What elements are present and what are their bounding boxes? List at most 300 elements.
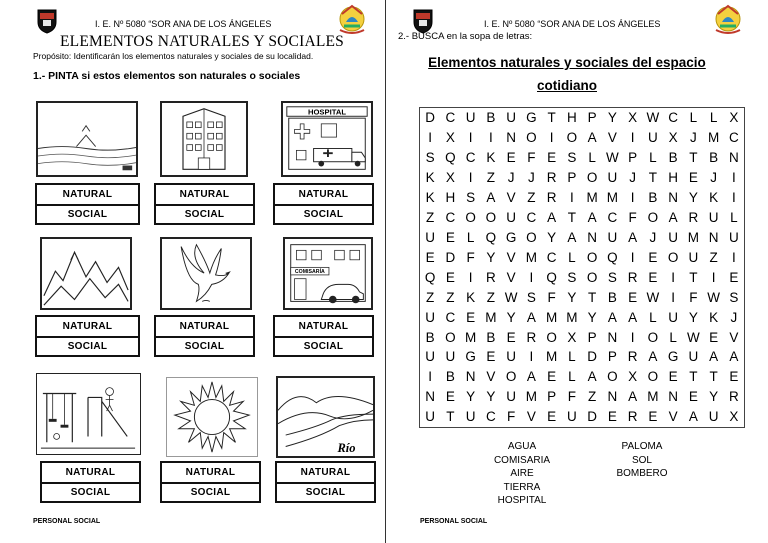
grid-letter[interactable]: E xyxy=(445,269,455,285)
hospital-sign: HOSPITAL xyxy=(307,107,347,117)
grid-letter[interactable]: Y xyxy=(567,289,577,305)
grid-letter[interactable]: M xyxy=(525,389,537,405)
grid-letter[interactable]: C xyxy=(668,110,678,126)
grid-letter[interactable]: M xyxy=(586,189,598,205)
grid-letter[interactable]: U xyxy=(425,409,435,425)
grid-letter[interactable]: X xyxy=(445,170,455,186)
grid-letter[interactable]: V xyxy=(729,329,739,345)
grid-letter[interactable]: N xyxy=(465,369,476,385)
grid-letter[interactable]: B xyxy=(445,369,455,385)
grid-letter[interactable]: A xyxy=(587,209,597,225)
grid-letter[interactable]: R xyxy=(546,189,557,205)
grid-letter[interactable]: M xyxy=(485,309,497,325)
grid-letter[interactable]: R xyxy=(729,389,739,405)
grid-letter[interactable]: W xyxy=(646,289,660,305)
grid-letter[interactable]: C xyxy=(445,209,456,225)
grid-letter[interactable]: O xyxy=(526,130,537,146)
grid-letter[interactable]: C xyxy=(607,209,618,225)
grid-letter[interactable]: O xyxy=(546,329,557,345)
grid-letter[interactable]: U xyxy=(506,209,516,225)
grid-letter[interactable]: A xyxy=(607,309,617,325)
grid-letter[interactable]: Q xyxy=(424,269,436,285)
grid-letter[interactable]: M xyxy=(687,229,699,245)
grid-letter[interactable]: X xyxy=(729,409,739,425)
grid-letter[interactable]: V xyxy=(506,249,516,265)
instruction-1: 1.- PINTA si estos elementos son naturales o sociales xyxy=(33,70,301,82)
grid-letter[interactable]: O xyxy=(647,209,659,225)
grid-letter[interactable]: A xyxy=(729,349,739,365)
grid-letter[interactable]: P xyxy=(547,389,557,405)
grid-letter[interactable]: E xyxy=(648,269,658,285)
option-social[interactable]: SOCIAL xyxy=(37,336,138,355)
grid-letter[interactable]: Q xyxy=(485,229,497,245)
grid-row xyxy=(420,307,744,327)
grid-letter[interactable]: Y xyxy=(486,389,496,405)
grid-letter[interactable]: A xyxy=(628,389,638,405)
grid-letter[interactable]: V xyxy=(506,269,516,285)
grid-letter[interactable]: N xyxy=(425,389,435,405)
grid-letter[interactable]: F xyxy=(689,289,698,305)
grid-letter[interactable]: F xyxy=(628,209,637,225)
grid-letter[interactable]: A xyxy=(668,209,678,225)
word-list-col2 xyxy=(602,440,682,481)
grid-letter[interactable]: W xyxy=(687,329,700,345)
grid-letter[interactable]: C xyxy=(729,130,739,146)
grid-row xyxy=(420,268,744,288)
grid-letter[interactable]: C xyxy=(445,309,456,325)
answer-box-7 xyxy=(40,461,141,503)
grid-letter[interactable]: L xyxy=(568,369,576,385)
grid-letter[interactable]: I xyxy=(731,249,736,265)
grid-letter[interactable]: U xyxy=(425,229,435,245)
grid-letter[interactable]: W xyxy=(646,110,660,126)
grid-row xyxy=(420,387,744,407)
grid-letter[interactable]: I xyxy=(671,289,675,305)
grid-letter[interactable]: E xyxy=(729,369,739,385)
grid-letter[interactable]: K xyxy=(425,189,435,205)
grid-letter[interactable]: E xyxy=(628,289,638,305)
grid-letter[interactable]: U xyxy=(506,110,516,126)
grid-letter[interactable]: T xyxy=(689,269,698,285)
grid-letter[interactable]: L xyxy=(709,110,718,126)
grid-letter[interactable]: E xyxy=(466,309,476,325)
grid-letter[interactable]: J xyxy=(710,170,717,186)
grid-letter[interactable]: U xyxy=(688,249,699,265)
grid-letter[interactable]: U xyxy=(445,349,456,365)
word-item: COMISARIA xyxy=(493,454,551,466)
grid-letter[interactable]: U xyxy=(506,389,516,405)
grid-letter[interactable]: P xyxy=(567,170,577,186)
grid-letter[interactable]: U xyxy=(465,110,476,126)
grid-letter[interactable]: Y xyxy=(688,309,698,325)
grid-letter[interactable]: L xyxy=(730,209,738,225)
grid-letter[interactable]: L xyxy=(689,110,698,126)
grid-letter[interactable]: Y xyxy=(486,249,496,265)
grid-letter[interactable]: Q xyxy=(607,249,618,265)
grid-letter[interactable]: U xyxy=(688,349,699,365)
grid-letter[interactable]: K xyxy=(709,309,719,325)
grid-letter[interactable]: T xyxy=(547,110,556,126)
grid-letter[interactable]: U xyxy=(425,309,435,325)
grid-letter[interactable]: Y xyxy=(607,110,617,126)
grid-letter[interactable]: J xyxy=(730,309,738,325)
grid-letter[interactable]: N xyxy=(506,130,516,146)
grid-letter[interactable]: E xyxy=(688,389,698,405)
grid-letter[interactable]: A xyxy=(486,189,496,205)
grid-letter[interactable]: V xyxy=(526,409,536,425)
wordsearch-title-line2: cotidiano xyxy=(537,78,597,93)
image-building xyxy=(160,101,248,177)
grid-letter[interactable]: Q xyxy=(546,269,557,285)
grid-letter[interactable]: R xyxy=(627,409,638,425)
grid-letter[interactable]: C xyxy=(546,249,557,265)
grid-letter[interactable]: B xyxy=(486,329,496,345)
grid-letter[interactable]: U xyxy=(465,409,476,425)
option-social[interactable]: SOCIAL xyxy=(275,336,372,355)
grid-letter[interactable]: E xyxy=(445,389,455,405)
grid-letter[interactable]: I xyxy=(468,130,473,146)
grid-letter[interactable]: F xyxy=(507,409,516,425)
grid-letter[interactable]: J xyxy=(629,170,636,186)
grid-letter[interactable]: Y xyxy=(466,389,476,405)
grid-letter[interactable]: U xyxy=(648,130,658,146)
grid-letter[interactable]: J xyxy=(690,130,697,146)
grid-letter[interactable]: N xyxy=(607,389,618,405)
grid-letter[interactable]: S xyxy=(567,150,577,166)
grid-letter[interactable]: X xyxy=(567,329,577,345)
grid-letter[interactable]: P xyxy=(587,329,597,345)
grid-letter[interactable]: D xyxy=(587,409,597,425)
grid-letter[interactable]: S xyxy=(607,269,617,285)
grid-letter[interactable]: T xyxy=(648,170,657,186)
grid-letter[interactable]: E xyxy=(547,369,557,385)
grid-letter[interactable]: N xyxy=(668,189,678,205)
grid-letter[interactable]: W xyxy=(707,289,720,305)
grid-letter[interactable]: Z xyxy=(709,249,718,265)
grid-letter[interactable]: Q xyxy=(445,150,456,166)
grid-letter[interactable]: Z xyxy=(588,389,597,405)
grid-row xyxy=(420,407,744,427)
grid-letter[interactable]: I xyxy=(428,369,432,385)
grid-letter[interactable]: H xyxy=(668,170,678,186)
grid-letter[interactable]: M xyxy=(546,349,558,365)
grid-letter[interactable]: E xyxy=(547,409,557,425)
grid-letter[interactable]: S xyxy=(526,289,536,305)
grid-letter[interactable]: I xyxy=(630,189,635,205)
grid-letter[interactable]: I xyxy=(630,130,635,146)
grid-letter[interactable]: P xyxy=(628,150,638,166)
grid-letter[interactable]: B xyxy=(668,150,678,166)
grid-letter[interactable]: O xyxy=(586,249,598,265)
grid-letter[interactable]: C xyxy=(526,209,537,225)
grid-row xyxy=(420,327,744,347)
grid-letter[interactable]: M xyxy=(606,189,618,205)
grid-letter[interactable]: W xyxy=(504,289,518,305)
grid-letter[interactable]: V xyxy=(607,130,617,146)
grid-letter[interactable]: E xyxy=(709,329,719,345)
grid-letter[interactable]: K xyxy=(466,289,476,305)
grid-letter[interactable]: R xyxy=(688,209,699,225)
grid-letter[interactable]: A xyxy=(526,309,536,325)
option-social[interactable]: SOCIAL xyxy=(162,482,259,501)
grid-letter[interactable]: U xyxy=(668,309,678,325)
grid-letter[interactable]: I xyxy=(731,189,736,205)
grid-letter[interactable]: E xyxy=(486,349,496,365)
grid-letter[interactable]: P xyxy=(587,110,597,126)
grid-row xyxy=(420,347,744,367)
grid-letter[interactable]: S xyxy=(466,189,476,205)
option-natural[interactable]: NATURAL xyxy=(298,189,349,200)
grid-letter[interactable]: R xyxy=(546,170,557,186)
grid-letter[interactable]: O xyxy=(607,369,618,385)
grid-letter[interactable]: V xyxy=(506,189,516,205)
grid-letter[interactable]: E xyxy=(668,369,678,385)
option-social[interactable]: SOCIAL xyxy=(275,204,372,223)
grid-letter[interactable]: O xyxy=(465,209,476,225)
grid-letter[interactable]: F xyxy=(466,249,475,265)
grid-letter[interactable]: I xyxy=(529,269,534,285)
grid-letter[interactable]: E xyxy=(688,170,698,186)
grid-letter[interactable]: N xyxy=(668,389,678,405)
grid-letter[interactable]: O xyxy=(485,209,497,225)
grid-letter[interactable]: X xyxy=(729,110,739,126)
grid-letter[interactable]: H xyxy=(445,189,456,205)
grid-letter[interactable]: I xyxy=(569,189,574,205)
school-name-right: I. E. Nº 5080 “SOR ANA DE LOS ÁNGELES xyxy=(484,19,661,29)
grid-letter[interactable]: E xyxy=(445,229,455,245)
grid-letter[interactable]: F xyxy=(547,289,556,305)
image-mountains xyxy=(40,237,132,310)
option-social[interactable]: SOCIAL xyxy=(42,482,139,501)
grid-letter[interactable]: U xyxy=(708,409,719,425)
grid-letter[interactable]: T xyxy=(446,409,455,425)
answer-box-5 xyxy=(154,315,255,357)
grid-letter[interactable]: T xyxy=(588,289,597,305)
grid-letter[interactable]: Y xyxy=(709,389,719,405)
grid-letter[interactable]: I xyxy=(468,269,473,285)
grid-letter[interactable]: M xyxy=(708,130,720,146)
grid-letter[interactable]: L xyxy=(568,349,576,365)
comisaria-sign: COMISARÍA xyxy=(294,269,325,276)
grid-letter[interactable]: M xyxy=(546,309,558,325)
grid-letter[interactable]: O xyxy=(586,269,598,285)
grid-letter[interactable]: J xyxy=(528,170,535,186)
grid-letter[interactable]: Z xyxy=(486,289,495,305)
grid-letter[interactable]: T xyxy=(709,369,718,385)
grid-letter[interactable]: I xyxy=(428,130,432,146)
grid-letter[interactable]: G xyxy=(505,229,517,245)
option-natural[interactable]: NATURAL xyxy=(65,467,116,478)
grid-letter[interactable]: S xyxy=(425,150,435,166)
grid-letter[interactable]: A xyxy=(526,369,536,385)
grid-letter[interactable]: X xyxy=(668,130,678,146)
grid-letter[interactable]: A xyxy=(628,309,638,325)
school-emblem-right xyxy=(712,2,744,36)
grid-letter[interactable]: Y xyxy=(688,189,698,205)
grid-letter[interactable]: V xyxy=(486,369,496,385)
word-item: AIRE xyxy=(510,468,534,480)
word-item: HOSPITAL xyxy=(497,495,547,507)
grid-letter[interactable]: L xyxy=(649,150,657,166)
grid-letter[interactable]: A xyxy=(547,209,557,225)
grid-letter[interactable]: R xyxy=(526,329,537,345)
grid-letter[interactable]: I xyxy=(630,329,635,345)
grid-letter[interactable]: K xyxy=(709,189,719,205)
wordsearch-title-line1: Elementos naturales y sociales del espacio xyxy=(428,55,706,70)
grid-letter[interactable]: B xyxy=(486,110,496,126)
grid-letter[interactable]: O xyxy=(526,229,537,245)
grid-letter[interactable]: R xyxy=(627,269,638,285)
grid-letter[interactable]: C xyxy=(486,409,496,425)
grid-letter[interactable]: U xyxy=(607,170,618,186)
grid-letter[interactable]: E xyxy=(506,150,516,166)
grid-letter[interactable]: O xyxy=(566,130,578,146)
grid-letter[interactable]: Y xyxy=(547,229,557,245)
grid-letter[interactable]: D xyxy=(445,249,456,265)
grid-letter[interactable]: E xyxy=(607,409,617,425)
grid-letter[interactable]: X xyxy=(445,130,455,146)
grid-letter[interactable]: A xyxy=(587,369,597,385)
grid-letter[interactable]: B xyxy=(425,329,435,345)
option-natural[interactable]: NATURAL xyxy=(62,189,113,200)
grid-letter[interactable]: H xyxy=(567,110,577,126)
grid-letter[interactable]: Y xyxy=(587,309,597,325)
grid-letter[interactable]: Z xyxy=(527,189,536,205)
grid-letter[interactable]: A xyxy=(688,409,698,425)
grid-letter[interactable]: Z xyxy=(446,289,455,305)
grid-letter[interactable]: G xyxy=(667,349,679,365)
grid-letter[interactable]: M xyxy=(465,329,477,345)
grid-letter[interactable]: G xyxy=(465,349,476,365)
grid-letter[interactable]: E xyxy=(648,409,658,425)
grid-letter[interactable]: I xyxy=(731,170,736,186)
grid-letter[interactable]: B xyxy=(607,289,617,305)
word-item: AGUA xyxy=(507,441,537,452)
option-natural[interactable]: NATURAL xyxy=(298,321,349,332)
grid-letter[interactable]: Z xyxy=(426,289,435,305)
grid-letter[interactable]: J xyxy=(507,170,515,186)
option-social[interactable]: SOCIAL xyxy=(156,336,253,355)
grid-letter[interactable]: X xyxy=(628,110,638,126)
option-natural[interactable]: NATURAL xyxy=(62,321,113,332)
grid-letter[interactable]: T xyxy=(689,369,698,385)
grid-letter[interactable]: G xyxy=(526,110,537,126)
grid-letter[interactable]: A xyxy=(628,229,638,245)
grid-letter[interactable]: L xyxy=(466,229,475,245)
grid-letter[interactable]: O xyxy=(647,369,659,385)
grid-letter[interactable]: T xyxy=(567,209,576,225)
option-natural[interactable]: NATURAL xyxy=(185,467,236,478)
grid-letter[interactable]: Z xyxy=(486,170,495,186)
grid-letter[interactable]: O xyxy=(647,329,659,345)
grid-letter[interactable]: A xyxy=(648,349,658,365)
grid-letter[interactable]: F xyxy=(567,389,576,405)
grid-letter[interactable]: W xyxy=(606,150,619,166)
grid-letter[interactable]: I xyxy=(549,130,554,146)
grid-letter[interactable]: U xyxy=(607,229,618,245)
grid-letter[interactable]: L xyxy=(649,309,657,325)
grid-letter[interactable]: A xyxy=(709,349,719,365)
grid-letter[interactable]: S xyxy=(567,269,577,285)
grid-letter[interactable]: I xyxy=(711,269,716,285)
grid-letter[interactable]: J xyxy=(649,229,657,245)
grid-letter[interactable]: I xyxy=(529,349,534,365)
grid-letter[interactable]: M xyxy=(525,249,537,265)
answer-box-3 xyxy=(273,183,374,225)
grid-letter[interactable]: A xyxy=(587,130,597,146)
grid-letter[interactable]: I xyxy=(488,130,493,146)
grid-letter[interactable]: D xyxy=(587,349,597,365)
grid-letter[interactable]: X xyxy=(628,369,638,385)
grid-letter[interactable]: N xyxy=(607,329,618,345)
grid-letter[interactable]: L xyxy=(588,150,596,166)
grid-letter[interactable]: E xyxy=(425,249,435,265)
grid-letter[interactable]: P xyxy=(607,349,617,365)
grid-letter[interactable]: L xyxy=(568,249,576,265)
grid-letter[interactable]: U xyxy=(668,229,678,245)
grid-letter[interactable]: O xyxy=(505,369,517,385)
grid-letter[interactable]: U xyxy=(567,409,577,425)
option-social[interactable]: SOCIAL xyxy=(156,204,253,223)
grid-letter[interactable]: U xyxy=(506,349,516,365)
grid-letter[interactable]: O xyxy=(445,329,456,345)
grid-letter[interactable]: E xyxy=(547,150,557,166)
grid-letter[interactable]: S xyxy=(729,289,739,305)
answer-box-4 xyxy=(35,315,140,357)
grid-letter[interactable]: K xyxy=(486,150,496,166)
grid-letter[interactable]: N xyxy=(587,229,597,245)
grid-letter[interactable]: A xyxy=(567,229,577,245)
grid-letter[interactable]: D xyxy=(425,110,435,126)
grid-letter[interactable]: O xyxy=(667,249,679,265)
grid-letter[interactable]: I xyxy=(468,170,473,186)
grid-letter[interactable]: C xyxy=(445,110,456,126)
grid-letter[interactable]: E xyxy=(729,269,739,285)
grid-letter[interactable]: B xyxy=(709,150,719,166)
grid-letter[interactable]: T xyxy=(689,150,698,166)
grid-letter[interactable]: F xyxy=(527,150,536,166)
option-natural[interactable]: NATURAL xyxy=(179,321,230,332)
grid-letter[interactable]: K xyxy=(425,170,435,186)
option-social[interactable]: SOCIAL xyxy=(277,482,374,501)
option-natural[interactable]: NATURAL xyxy=(179,189,230,200)
answer-box-8 xyxy=(160,461,261,503)
grid-letter[interactable]: U xyxy=(708,209,719,225)
option-natural[interactable]: NATURAL xyxy=(300,467,351,478)
grid-letter[interactable]: C xyxy=(465,150,476,166)
grid-letter[interactable]: U xyxy=(425,349,435,365)
grid-letter[interactable]: O xyxy=(586,170,598,186)
grid-letter[interactable]: M xyxy=(566,309,578,325)
grid-letter[interactable]: R xyxy=(486,269,496,285)
grid-letter[interactable]: N xyxy=(708,229,719,245)
grid-letter[interactable]: B xyxy=(648,189,658,205)
grid-letter[interactable]: E xyxy=(648,249,658,265)
grid-letter[interactable]: R xyxy=(627,349,638,365)
grid-letter[interactable]: U xyxy=(729,229,739,245)
grid-letter[interactable]: Y xyxy=(506,309,516,325)
grid-letter[interactable]: I xyxy=(630,249,635,265)
image-hospital xyxy=(281,101,373,177)
option-social[interactable]: SOCIAL xyxy=(37,204,138,223)
grid-letter[interactable]: M xyxy=(647,389,659,405)
grid-letter[interactable]: Z xyxy=(426,209,435,225)
grid-letter[interactable]: L xyxy=(669,329,677,345)
grid-letter[interactable]: N xyxy=(729,150,739,166)
grid-letter[interactable]: V xyxy=(668,409,678,425)
grid-letter[interactable]: I xyxy=(671,269,675,285)
grid-letter[interactable]: E xyxy=(506,329,516,345)
